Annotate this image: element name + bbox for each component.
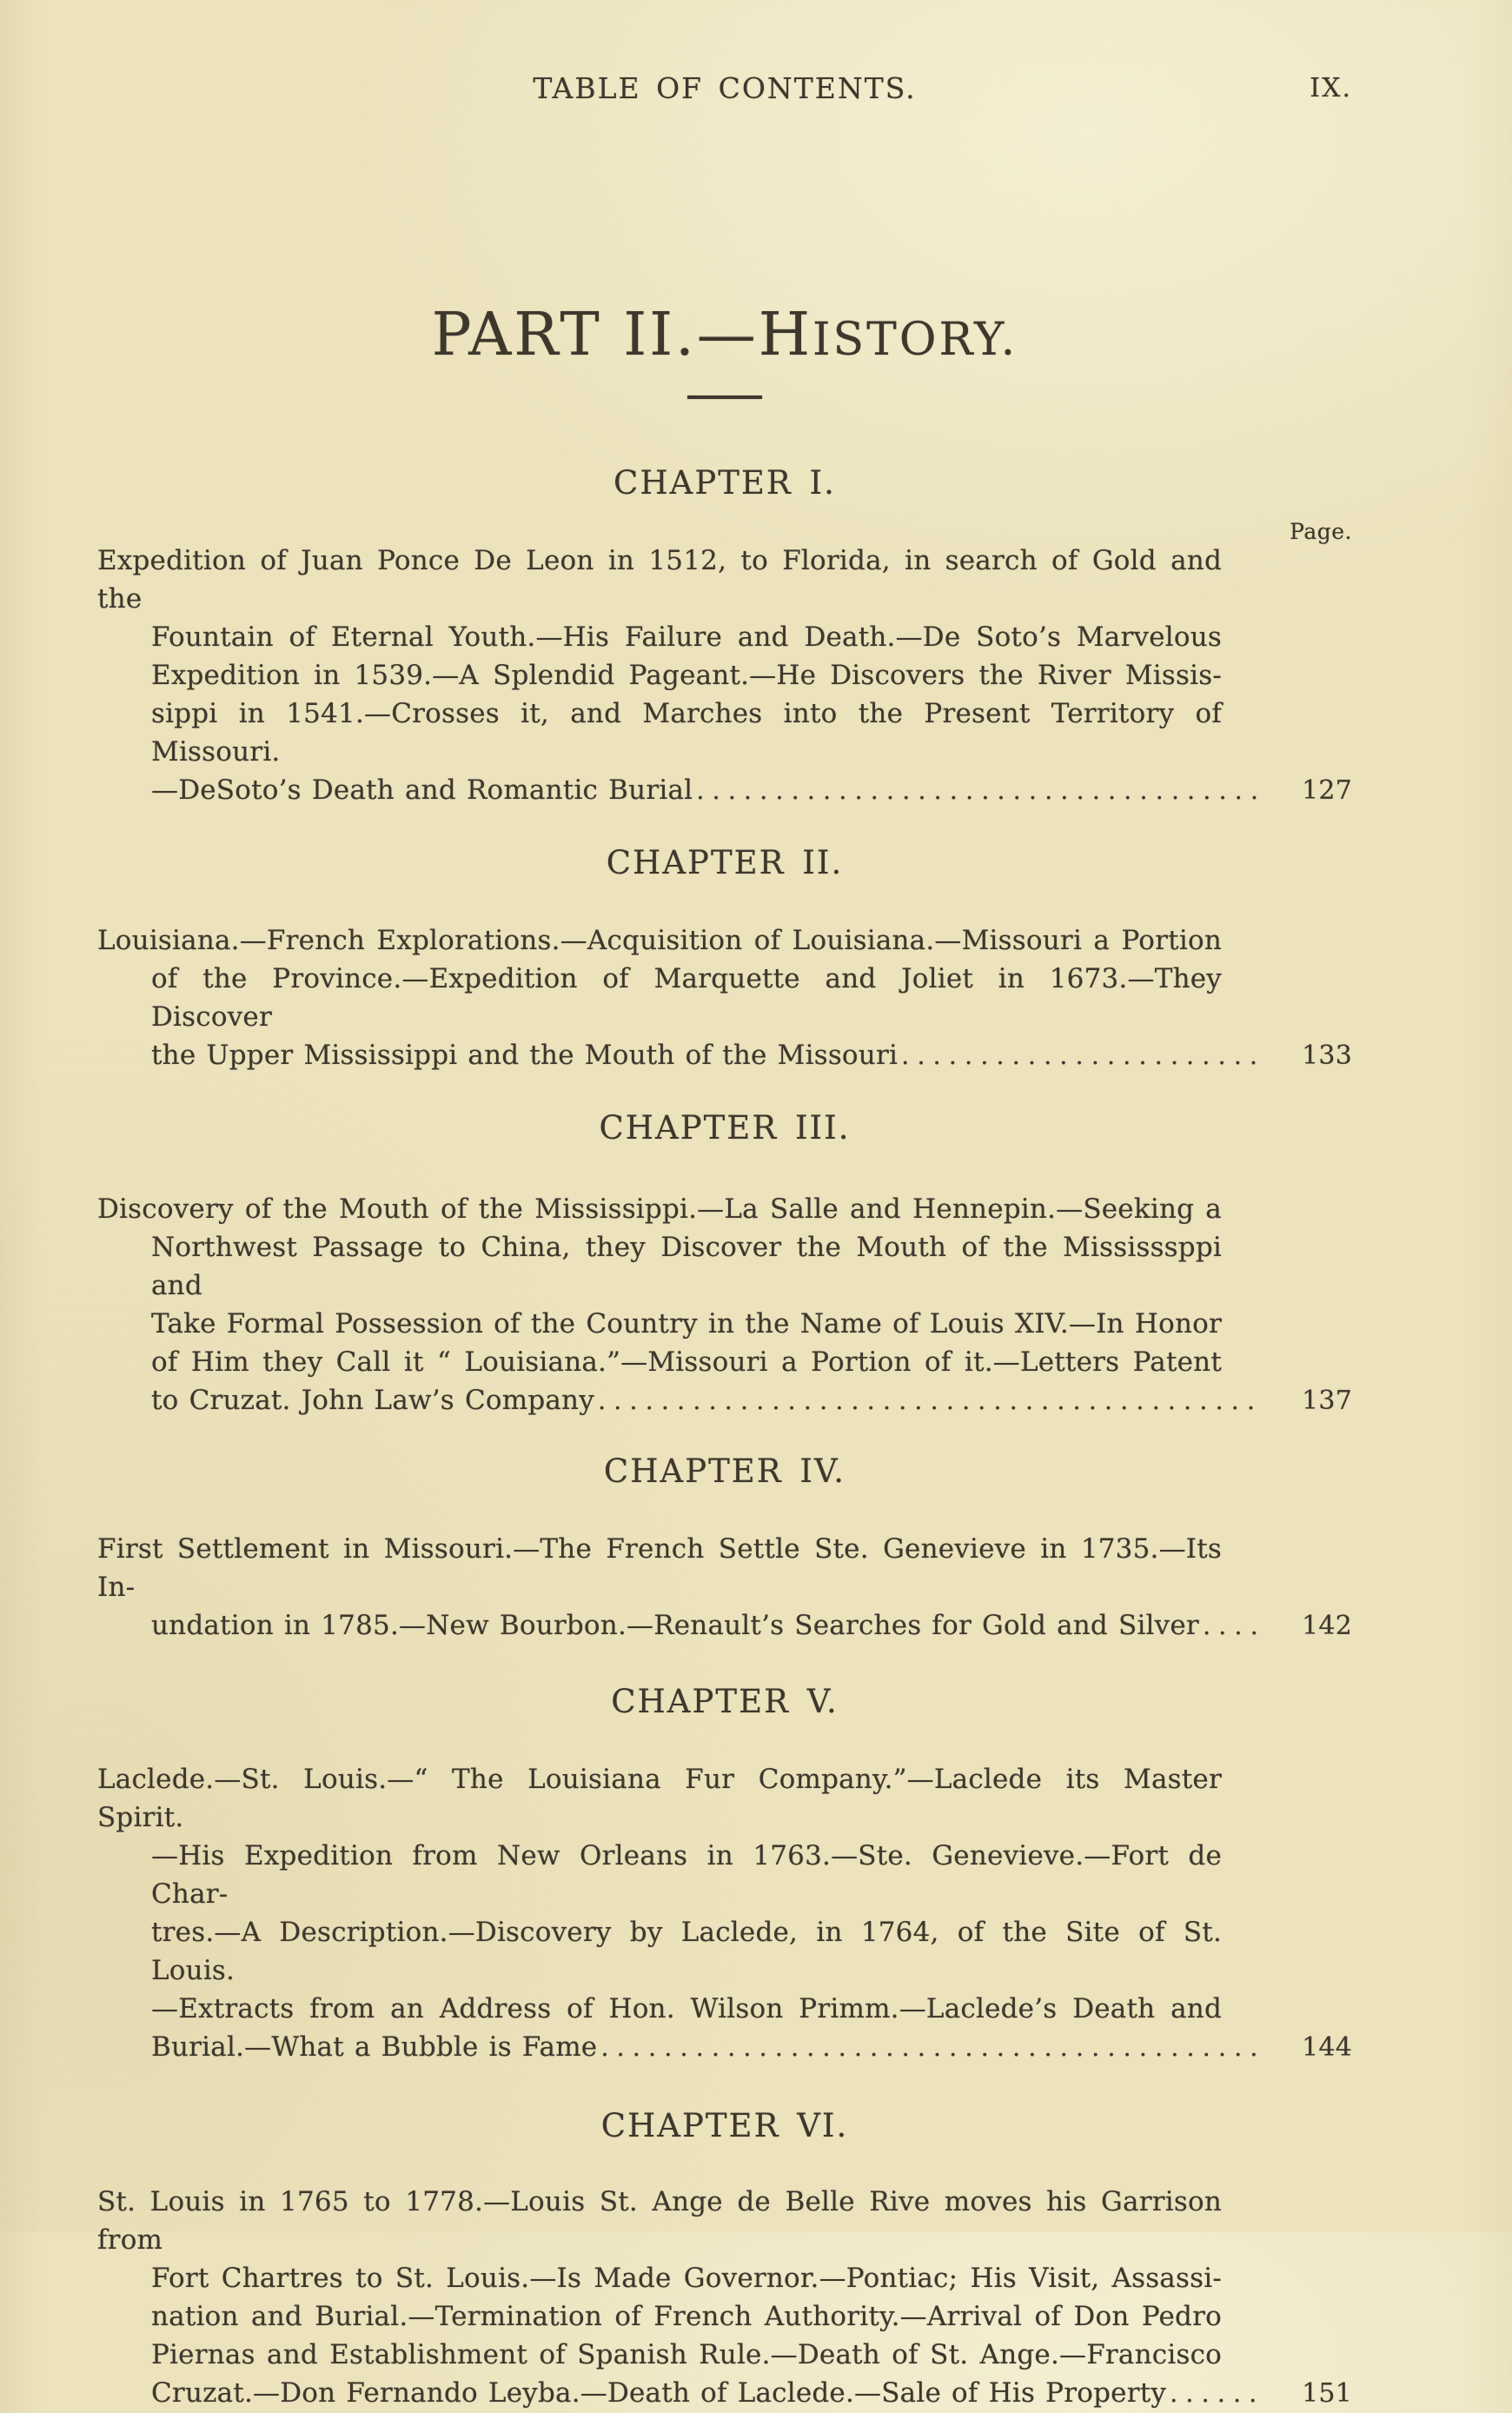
dot-leader	[598, 1381, 1257, 1419]
toc-line: Louisiana.—French Explorations.—Acquisition of Louisiana.—Missouri a Portion	[97, 925, 1222, 956]
folio-number: IX.	[1310, 73, 1352, 103]
toc-line-text: to Cruzat. John Law’s Company	[151, 1385, 594, 1416]
page-number: 137	[1302, 1386, 1352, 1416]
toc-line: Take Formal Possession of the Country in the Name of Louis XIV.—In Honor	[151, 1308, 1222, 1339]
dot-leader	[901, 1036, 1257, 1074]
toc-line: Fountain of Eternal Youth.—His Failure and Death.—De Soto’s Marvelous	[151, 622, 1222, 653]
entry-text	[97, 1190, 1352, 1420]
entry-text	[97, 2183, 1352, 2413]
toc-line: —Extracts from an Address of Hon. Wilson Primm.—Laclede’s Death and	[151, 1993, 1222, 2024]
toc-line: of the Province.—Expedition of Marquette and Joliet in 1673.—They Discover	[151, 963, 1222, 1033]
toc-line-text: Cruzat.—Don Fernando Leyba.—Death of Laclede.—Sale of His Property	[151, 2377, 1167, 2409]
toc-line: —His Expedition from New Orleans in 1763.—Ste. Genevieve.—Fort de Char-	[151, 1840, 1222, 1910]
page-number: 142	[1302, 1611, 1352, 1641]
part-title-smallcaps: ISTORY.	[812, 314, 1018, 366]
chapter-heading: CHAPTER III.	[599, 1109, 851, 1147]
entry-text	[97, 1530, 1352, 1645]
toc-entry-chapter-3	[97, 1108, 1352, 1420]
toc-line: Discovery of the Mouth of the Mississippi.—La Salle and Hennepin.—Seeking a	[97, 1193, 1222, 1225]
toc-line: Laclede.—St. Louis.—“ The Louisiana Fur Company.”—Laclede its Master Spirit.	[97, 1764, 1222, 1833]
toc-entry-chapter-1	[97, 463, 1352, 810]
entry-text	[97, 542, 1352, 810]
toc-entry-chapter-4	[97, 1452, 1352, 1645]
toc-line: Piernas and Establishment of Spanish Rule.—Death of St. Ange.—Francisco	[151, 2339, 1222, 2370]
toc-line-text: undation in 1785.—New Bourbon.—Renault’s Searches for Gold and Silver	[151, 1610, 1199, 1641]
toc-line: St. Louis in 1765 to 1778.—Louis St. Ange de Belle Rive moves his Garrison from	[97, 2186, 1222, 2256]
toc-line-last	[97, 1606, 1352, 1645]
part-title	[97, 301, 1352, 380]
dot-leader	[696, 771, 1257, 809]
chapter-heading: CHAPTER V.	[611, 1683, 839, 1720]
toc-line: of Him they Call it “ Louisiana.”—Missouri a Portion of it.—Letters Patent	[151, 1346, 1222, 1378]
toc-entry-chapter-5	[97, 1682, 1352, 2067]
toc-line-text: the Upper Mississippi and the Mouth of the Missouri	[151, 1040, 899, 1071]
toc-line: nation and Burial.—Termination of French Authority.—Arrival of Don Pedro	[151, 2301, 1222, 2332]
toc-line: Expedition of Juan Ponce De Leon in 1512, to Florida, in search of Gold and the	[97, 545, 1222, 615]
toc-line: sippi in 1541.—Crosses it, and Marches into the Present Territory of Missouri.	[151, 698, 1222, 768]
chapter-heading: CHAPTER I.	[613, 464, 836, 502]
toc-line-text: —DeSoto’s Death and Romantic Burial	[151, 774, 693, 806]
page-content	[97, 0, 1352, 2413]
toc-entry-chapter-6	[97, 2106, 1352, 2413]
toc-line: First Settlement in Missouri.—The French Settle Ste. Genevieve in 1735.—Its In-	[97, 1533, 1222, 1603]
part-title-main: PART II.—H	[431, 301, 813, 369]
toc-line: Northwest Passage to China, they Discover the Mouth of the Mississsppi and	[151, 1232, 1222, 1301]
toc-line: tres.—A Description.—Discovery by Laclede, in 1764, of the Site of St. Louis.	[151, 1917, 1222, 1986]
running-head	[97, 71, 1352, 106]
dot-leader	[1170, 2374, 1257, 2412]
toc-line-last	[97, 1381, 1352, 1420]
page-number: 133	[1302, 1040, 1352, 1071]
toc-line: Fort Chartres to St. Louis.—Is Made Governor.—Pontiac; His Visit, Assassi-	[151, 2263, 1222, 2294]
toc-line: Expedition in 1539.—A Splendid Pageant.—He Discovers the River Missis-	[151, 660, 1222, 691]
toc-entry-chapter-2	[97, 843, 1352, 1075]
toc-line-text: Burial.—What a Bubble is Fame	[151, 2031, 598, 2063]
page-title: TABLE OF CONTENTS.	[533, 71, 917, 105]
entry-text	[97, 921, 1352, 1075]
toc-line-last	[97, 2374, 1352, 2413]
chapter-heading: CHAPTER IV.	[603, 1452, 846, 1490]
page-number: 127	[1302, 775, 1352, 806]
toc-line-last	[97, 2028, 1352, 2067]
dot-leader	[1203, 1606, 1257, 1645]
chapter-heading: CHAPTER II.	[606, 844, 844, 881]
entry-text	[97, 1760, 1352, 2067]
page-column-label: Page.	[1290, 519, 1352, 544]
page-number: 151	[1302, 2378, 1352, 2409]
page-number: 144	[1302, 2032, 1352, 2063]
section-divider-rule	[687, 396, 762, 399]
toc-line-last	[97, 1036, 1352, 1075]
dot-leader	[600, 2028, 1257, 2066]
chapter-heading: CHAPTER VI.	[600, 2107, 849, 2144]
toc-line-last	[97, 771, 1352, 810]
